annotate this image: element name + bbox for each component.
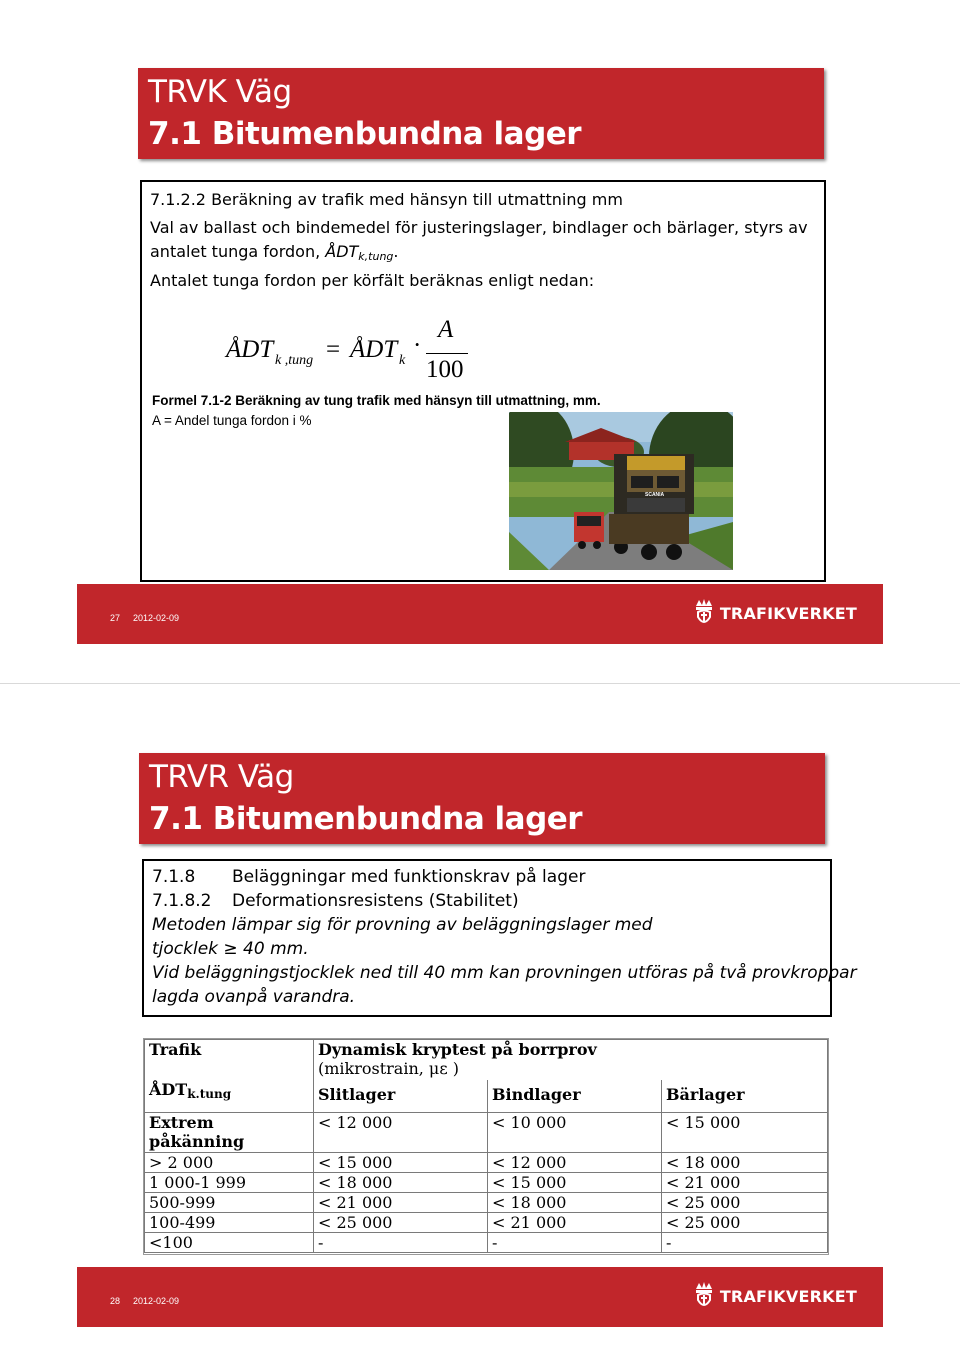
bindlager-cell: < 12 000 (488, 1152, 662, 1172)
slitlager-cell: < 25 000 (314, 1212, 488, 1232)
table-row (145, 1192, 828, 1212)
footer-date: 2012-02-09 (133, 613, 180, 623)
method-text-line: Vid beläggningstjocklek ned till 40 mm kan provningen utföras på två provkroppar (152, 963, 857, 983)
header-slitlager: Slitlager (314, 1080, 488, 1112)
method-text-line: lagda ovanpå varandra. (152, 987, 356, 1007)
formula-lhs: ÅDT (226, 336, 274, 363)
bindlager-cell: < 15 000 (488, 1172, 662, 1192)
bindlager-cell: < 18 000 (488, 1192, 662, 1212)
formula-rhs-subscript: k (399, 353, 406, 368)
paragraph-line (150, 242, 399, 263)
trafik-cell: 500-999 (145, 1192, 314, 1212)
section-title: Beläggningar med funktionskrav på lager (232, 867, 586, 887)
header-cell (314, 1040, 828, 1081)
page-number: 27 (110, 613, 121, 623)
photo-brand-text: SCANIA (645, 492, 665, 498)
slide-28 (0, 684, 960, 1367)
trafik-cell: 100-499 (145, 1212, 314, 1232)
adt-variable: ÅDT (325, 242, 359, 261)
logo-text: TRAFIKVERKET (719, 603, 857, 623)
barlager-cell: < 25 000 (662, 1212, 828, 1232)
footer-date: 2012-02-09 (133, 1296, 180, 1306)
table-header-row (145, 1040, 828, 1081)
table-row (145, 1232, 828, 1252)
formula-dot: · (413, 332, 422, 359)
header-creep-line-2: (mikrostrain, με ) (318, 1059, 459, 1078)
formula-equals: = (326, 336, 341, 363)
header-trafik: Trafik (149, 1040, 202, 1059)
trafikverket-logo (693, 598, 857, 628)
section-number: 7.1.8 (152, 867, 196, 887)
paragraph-line: Antalet tunga fordon per körfält beräknas enligt nedan: (150, 271, 595, 290)
subsection-number: 7.1.8.2 (152, 891, 212, 911)
section-heading: 7.1.2.2 Beräkning av trafik med hänsyn till utmattning mm (150, 190, 623, 209)
formula-rhs: ÅDT (350, 336, 398, 363)
slitlager-cell: - (314, 1232, 488, 1252)
barlager-cell: < 25 000 (662, 1192, 828, 1212)
barlager-cell: < 21 000 (662, 1172, 828, 1192)
header-creep-line-1: Dynamisk kryptest på borrprov (318, 1040, 597, 1059)
requirements-table (144, 1039, 828, 1253)
slide-27 (0, 0, 960, 683)
paragraph-line: Val av ballast och bindemedel för justeringslager, bindlager och bärlager, styrs av (150, 218, 808, 237)
table-row (145, 1112, 828, 1152)
header-cell (145, 1040, 314, 1081)
variable-definition: A = Andel tunga fordon i % (152, 413, 312, 428)
slitlager-cell: < 18 000 (314, 1172, 488, 1192)
header-barlager: Bärlager (662, 1080, 828, 1112)
page-number: 28 (110, 1296, 121, 1306)
header-cell (145, 1080, 314, 1112)
trafik-cell: 1 000-1 999 (145, 1172, 314, 1192)
table-row (145, 1212, 828, 1232)
table-row (145, 1152, 828, 1172)
requirements-table-image (143, 1038, 829, 1255)
formula-lhs-subscript: k ,tung (275, 353, 314, 368)
text-span: antalet tunga fordon, (150, 242, 326, 261)
header-adt-subscript: k.tung (187, 1087, 232, 1101)
subsection-title: Deformationsresistens (Stabilitet) (232, 891, 519, 911)
bindlager-cell: < 10 000 (488, 1112, 662, 1152)
title-line-2: 7.1 Bitumenbundna lager (149, 801, 583, 837)
formula-numerator: A (438, 316, 454, 343)
barlager-cell: - (662, 1232, 828, 1252)
slitlager-cell: < 15 000 (314, 1152, 488, 1172)
formula-denominator: 100 (426, 356, 464, 383)
formula (222, 316, 482, 390)
method-text-line: tjocklek ≥ 40 mm. (152, 939, 309, 959)
footer-bar (77, 1267, 883, 1327)
title-bar (138, 68, 824, 159)
slitlager-cell: < 21 000 (314, 1192, 488, 1212)
logo-text: TRAFIKVERKET (719, 1286, 857, 1306)
method-text-line: Metoden lämpar sig för provning av beläggningslager med (152, 915, 653, 935)
title-line-1: TRVK Väg (148, 74, 292, 110)
title-line-1: TRVR Väg (149, 759, 294, 795)
title-bar (139, 753, 825, 844)
header-bindlager: Bindlager (488, 1080, 662, 1112)
truck-photo (509, 412, 733, 570)
table-header-row (145, 1080, 828, 1112)
barlager-cell: < 18 000 (662, 1152, 828, 1172)
content-box (142, 859, 857, 1017)
header-adt: ÅDT (149, 1080, 188, 1099)
trafik-cell: > 2 000 (145, 1152, 314, 1172)
bindlager-cell: < 21 000 (488, 1212, 662, 1232)
crown-emblem-icon (693, 598, 715, 628)
adt-subscript: k,tung (358, 250, 394, 263)
trafikverket-logo (693, 1281, 857, 1311)
text-span: . (393, 242, 399, 261)
trafik-cell: Extrem påkänning (145, 1112, 314, 1152)
crown-emblem-icon (693, 1281, 715, 1311)
title-line-2: 7.1 Bitumenbundna lager (148, 116, 582, 152)
fraction-bar (426, 353, 468, 354)
slitlager-cell: < 12 000 (314, 1112, 488, 1152)
barlager-cell: < 15 000 (662, 1112, 828, 1152)
bindlager-cell: - (488, 1232, 662, 1252)
table-row (145, 1172, 828, 1192)
footer-bar (77, 584, 883, 644)
content-box (140, 180, 826, 582)
formula-caption: Formel 7.1-2 Beräkning av tung trafik med hänsyn till utmattning, mm. (152, 393, 601, 408)
trafik-cell: <100 (145, 1232, 314, 1252)
